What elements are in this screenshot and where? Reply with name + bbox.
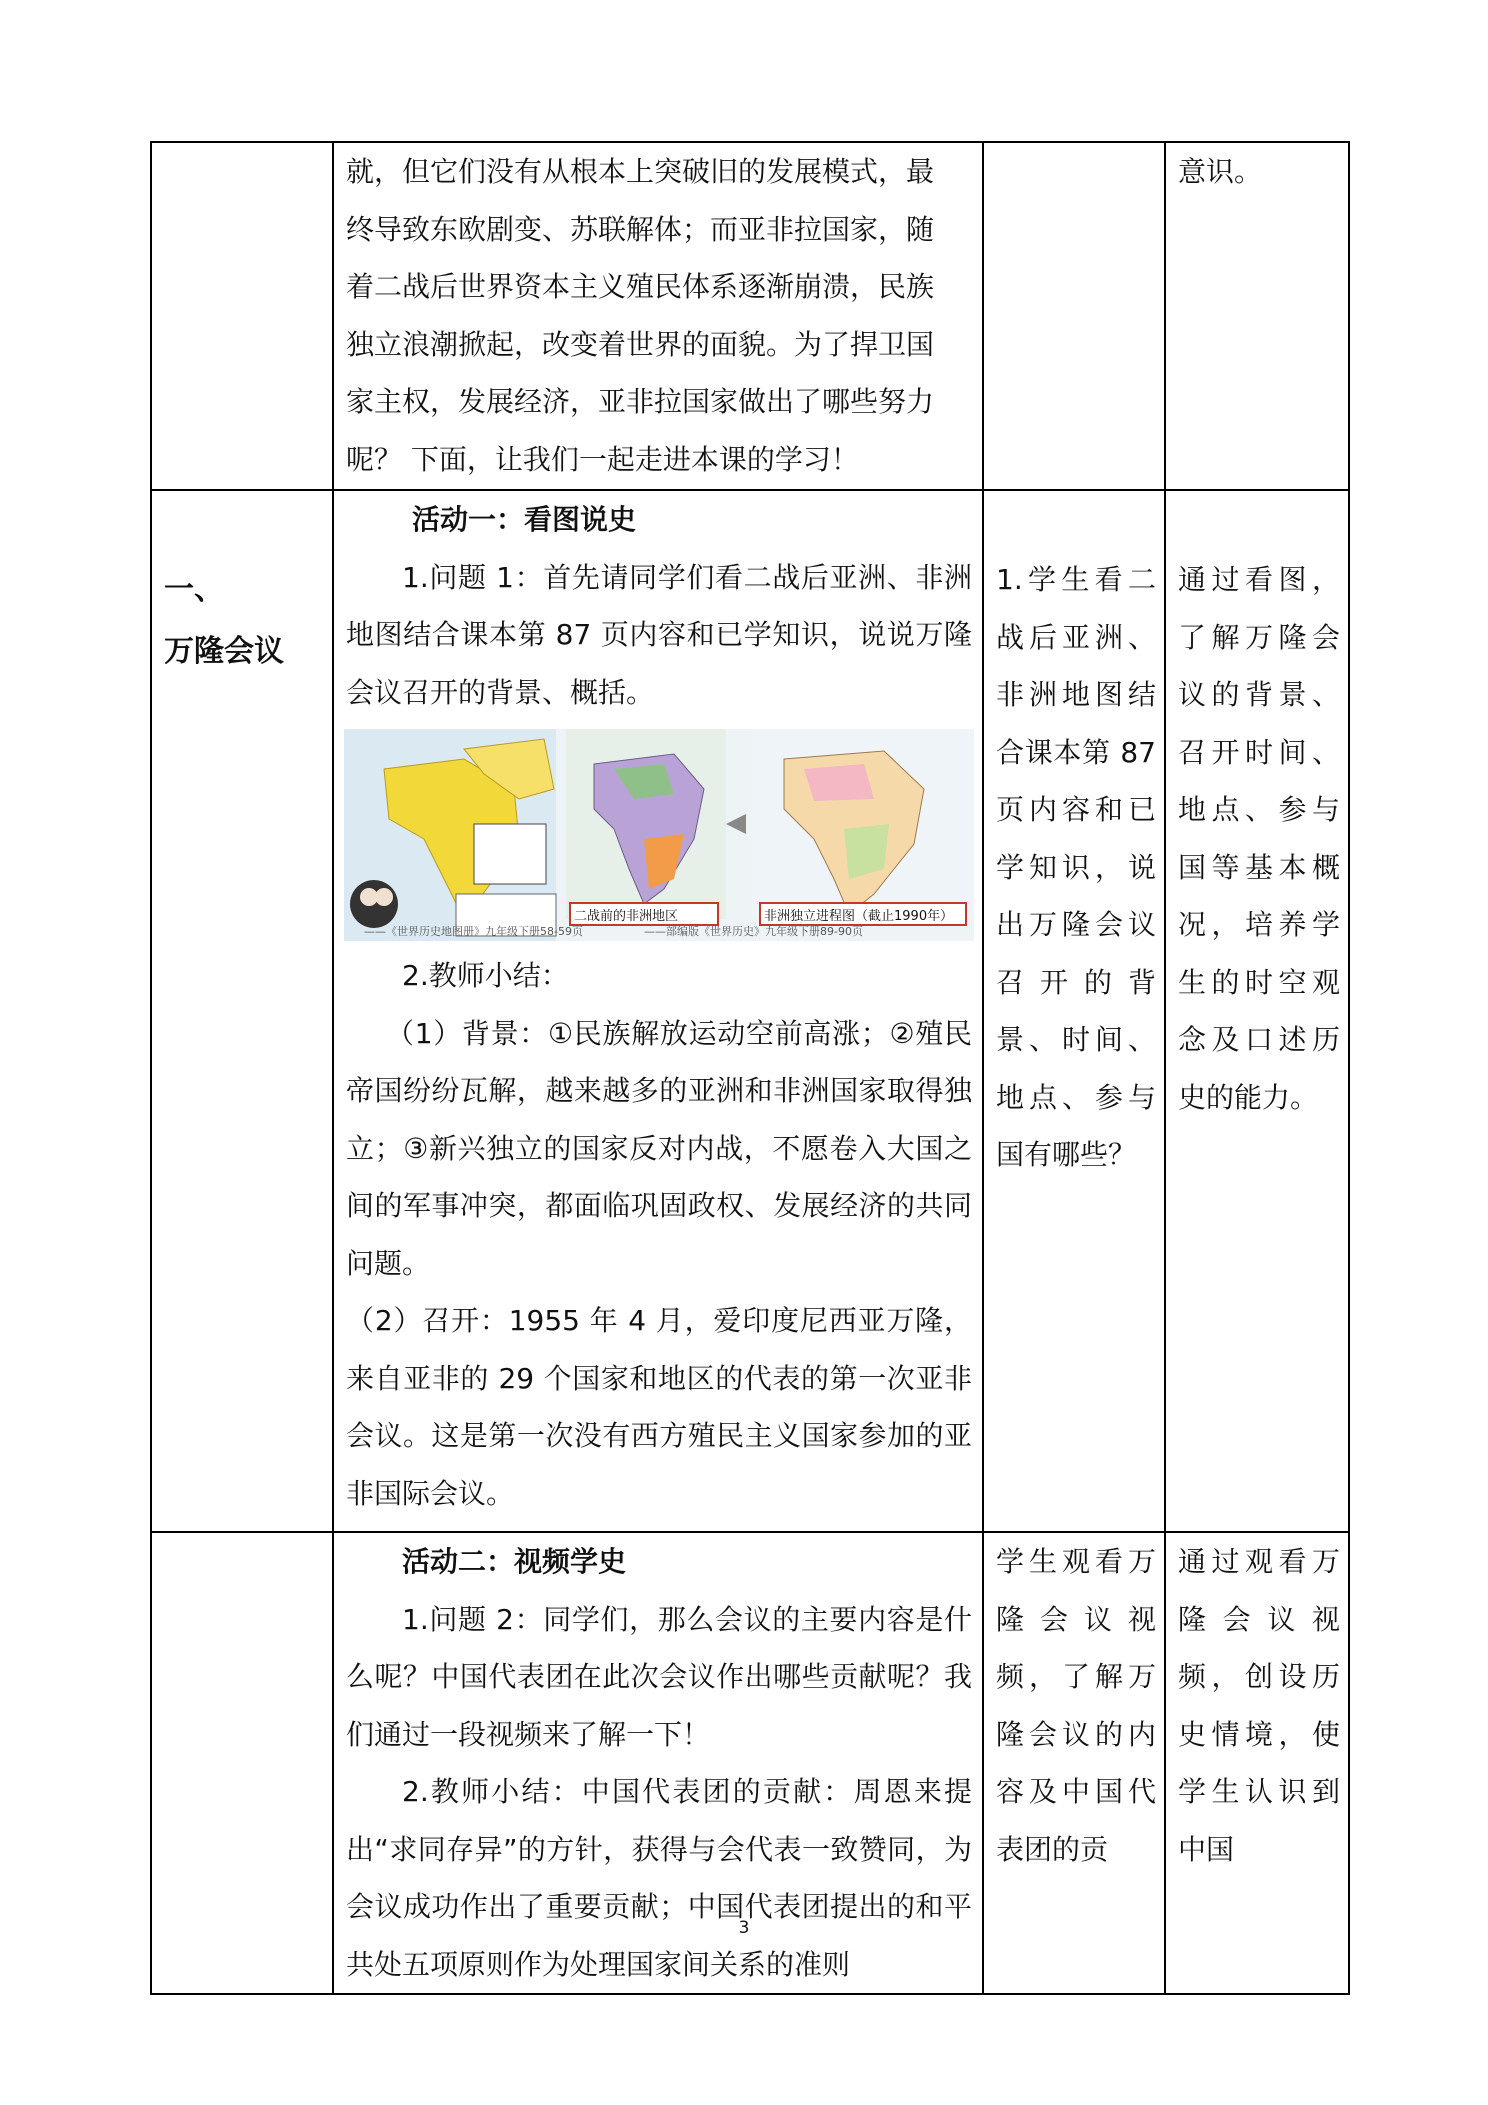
activity-title: 活动一：看图说史 bbox=[412, 503, 637, 536]
image-caption: ——部编版《世界历史》九年级下册89-90页 bbox=[644, 925, 863, 938]
table-row bbox=[151, 142, 1349, 490]
map-label: 非洲独立进程图（截止1990年） bbox=[764, 909, 954, 924]
student-activity-text: 学生观看万隆会议视频，了解万隆会议的内容及中国代表团的贡 bbox=[996, 1545, 1156, 1866]
content-cell bbox=[333, 490, 983, 1532]
purpose-text: 意识。 bbox=[1178, 155, 1263, 188]
question-text: 1.问题 2：同学们，那么会议的主要内容是什么呢？中国代表团在此次会议作出哪些贡献呢？我们通过一段视频来了解一下！ bbox=[346, 1602, 972, 1751]
student-activity-cell bbox=[983, 142, 1165, 490]
lesson-plan-table bbox=[150, 141, 1350, 1995]
map-label: 二战前的非洲地区 bbox=[574, 909, 679, 924]
student-activity-cell bbox=[983, 490, 1165, 1532]
text-line: 就，但它们没有从根本上突破旧的发展模式，最 bbox=[346, 155, 935, 188]
convening-text: （2）召开：1955 年 4 月，爱印度尼西亚万隆，来自亚非的 29 个国家和地区的代表的第一次亚非会议。这是第一次没有西方殖民主义国家参加的亚非国际会议。 bbox=[346, 1304, 972, 1510]
page-number: 3 bbox=[738, 1918, 750, 1938]
text-line: 家主权，发展经济，亚非拉国家做出了哪些努力 bbox=[346, 385, 935, 418]
purpose-cell bbox=[1165, 490, 1349, 1532]
section-title: 万隆会议 bbox=[164, 634, 284, 669]
question-text: 1.问题 1：首先请同学们看二战后亚洲、非洲地图结合课本第 87 页内容和已学知识，说说万隆会议召开的背景、概括。 bbox=[346, 560, 972, 709]
activity-title: 活动二：视频学史 bbox=[402, 1545, 627, 1578]
purpose-text: 通过看图，了解万隆会议的背景、召开时间、地点、参与国等基本概况，培养学生的时空观念及口述历史的能力。 bbox=[1178, 563, 1340, 1114]
intro-text bbox=[334, 143, 982, 488]
image-caption: ——《世界历史地图册》九年级下册58-59页 bbox=[364, 925, 583, 938]
summary-text: 2.教师小结：中国代表团的贡献：周恩来提出“求同存异”的方针，获得与会代表一致赞同，为会议成功作出了重要贡献；中国代表团提出的和平共处五项原则作为处理国家间关系的准则 bbox=[346, 1775, 972, 1981]
background-text: （1）背景：①民族解放运动空前高涨；②殖民帝国纷纷瓦解，越来越多的亚洲和非洲国家取得独立；③新兴独立的国家反对内战，不愿卷入大国之间的军事冲突，都面临巩固政权、发展经济的共同问题。 bbox=[346, 1016, 972, 1280]
text-line: 独立浪潮掀起，改变着世界的面貌。为了捍卫国 bbox=[346, 327, 935, 361]
student-activity-text: 1.学生看二战后亚洲、非洲地图结合课本第 87 页内容和已学知识，说出万隆会议召开的背景、时间、地点、参与国有哪些？ bbox=[996, 563, 1156, 1171]
section-label-cell bbox=[151, 142, 333, 490]
maps-figure bbox=[344, 729, 974, 941]
section-label-cell bbox=[151, 490, 333, 1532]
content-cell bbox=[333, 142, 983, 490]
table-row bbox=[151, 490, 1349, 1532]
text-line: 终导致东欧剧变、苏联解体；而亚非拉国家，随 bbox=[346, 212, 935, 246]
purpose-text: 通过观看万隆会议视频，创设历史情境，使学生认识到中国 bbox=[1178, 1545, 1340, 1866]
purpose-cell bbox=[1165, 142, 1349, 490]
text-line: 着二战后世界资本主义殖民体系逐渐崩溃，民族 bbox=[346, 270, 935, 303]
summary-title: 2.教师小结： bbox=[402, 959, 569, 992]
text-line: 呢？ 下面，让我们一起走进本课的学习！ bbox=[346, 442, 859, 476]
section-label bbox=[152, 491, 332, 683]
section-number: 一、 bbox=[164, 572, 224, 607]
